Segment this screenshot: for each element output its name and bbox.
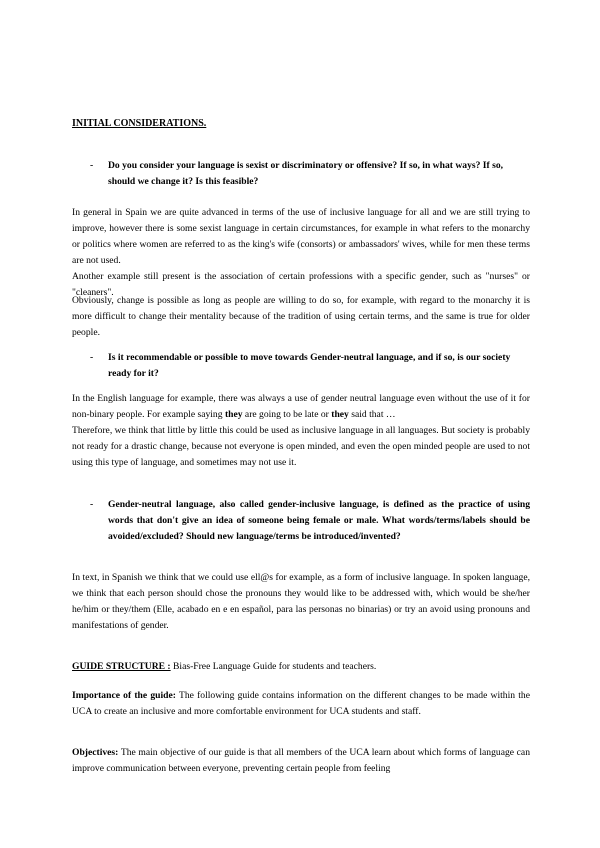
- p4-bold-they-2: they: [331, 409, 349, 420]
- p4-text-a: In the English language for example, there was always a use of gender neutral language even without the use of it for non-binary people. For example saying: [72, 393, 530, 420]
- guide-structure-text: Bias-Free Language Guide for students and teachers.: [170, 661, 377, 672]
- p4-text-e: said that …: [348, 409, 396, 420]
- list-dash: -: [90, 499, 94, 510]
- p4-bold-they-1: they: [224, 409, 243, 420]
- question-1-text: Do you consider your language is sexist or discriminatory or offensive? If so, in what ways? If so, should we change it? Is this feasible?: [108, 160, 504, 187]
- guide-structure-label: GUIDE STRUCTURE :: [72, 661, 171, 672]
- question-2: [90, 350, 530, 382]
- importance-text: The following guide contains information on the different changes to be made within the UCA to create an inclusive and more comfortable environment for UCA students and staff.: [72, 690, 530, 717]
- guide-structure-line: [72, 659, 530, 675]
- importance-paragraph: [72, 688, 530, 720]
- question-1: [90, 158, 530, 190]
- objectives-text: The main objective of our guide is that all members of the UCA learn about which forms of language can improve communication between everyone, preventing certain people from feeling: [72, 747, 530, 774]
- importance-label: Importance of the guide:: [72, 690, 176, 701]
- paragraph-professions-gender: Another example still present is the association of certain professions with a specific gender, such as "nurses" or "cleaners".: [72, 271, 530, 298]
- question-3-text: Gender-neutral language, also called gender-inclusive language, is defined as the practice of using words that don't give an idea of someone being female or male. What words/terms/labels should be avoided/excluded? Should new language/terms be introduced/invented?: [108, 499, 530, 542]
- p4-text-c: are going to be late or: [242, 409, 332, 420]
- paragraph-change-possible: Obviously, change is possible as long as people are willing to do so, for example, with regard to the monarchy it is more difficult to change their mentality because of the tradition of using certain terms, and the same is true for older people.: [72, 295, 530, 338]
- paragraph-spain-inclusive-language: In general in Spain we are quite advanced in terms of the use of inclusive language for all and we are still trying to improve, however there is some sexist language in certain circumstances, for example in what refers to the monarchy or politics where women are referred to as the king's wife (consorts) or ambassadors' wives, while for men these terms are not used.: [72, 207, 530, 266]
- question-2-text: Is it recommendable or possible to move towards Gender-neutral language, and if so, is our society ready for it?: [108, 352, 511, 379]
- paragraph-society-not-ready: Therefore, we think that little by little this could be used as inclusive language in all languages. But society is probably not ready for a drastic change, because not everyone is open minded, and even the open minded people are used to not using this type of language, and sometimes may not use it.: [72, 425, 530, 468]
- list-dash: -: [90, 160, 94, 171]
- objectives-paragraph: [72, 745, 530, 777]
- list-dash: -: [90, 352, 94, 363]
- paragraph-english-neutral-language: [72, 391, 530, 423]
- paragraph-spanish-inclusive: In text, in Spanish we think that we could use ell@s for example, as a form of inclusive language. In spoken language, we think that each person should chose the pronouns they would like to be addressed with, which would be she/her he/him or they/them (Elle, acabado en e en español, para las personas no binarias) or try an avoid using pronouns and manifestations of gender.: [72, 572, 530, 631]
- objectives-label: Objectives:: [72, 747, 119, 758]
- section-heading-initial-considerations: INITIAL CONSIDERATIONS.: [72, 118, 207, 129]
- question-3: [90, 497, 530, 545]
